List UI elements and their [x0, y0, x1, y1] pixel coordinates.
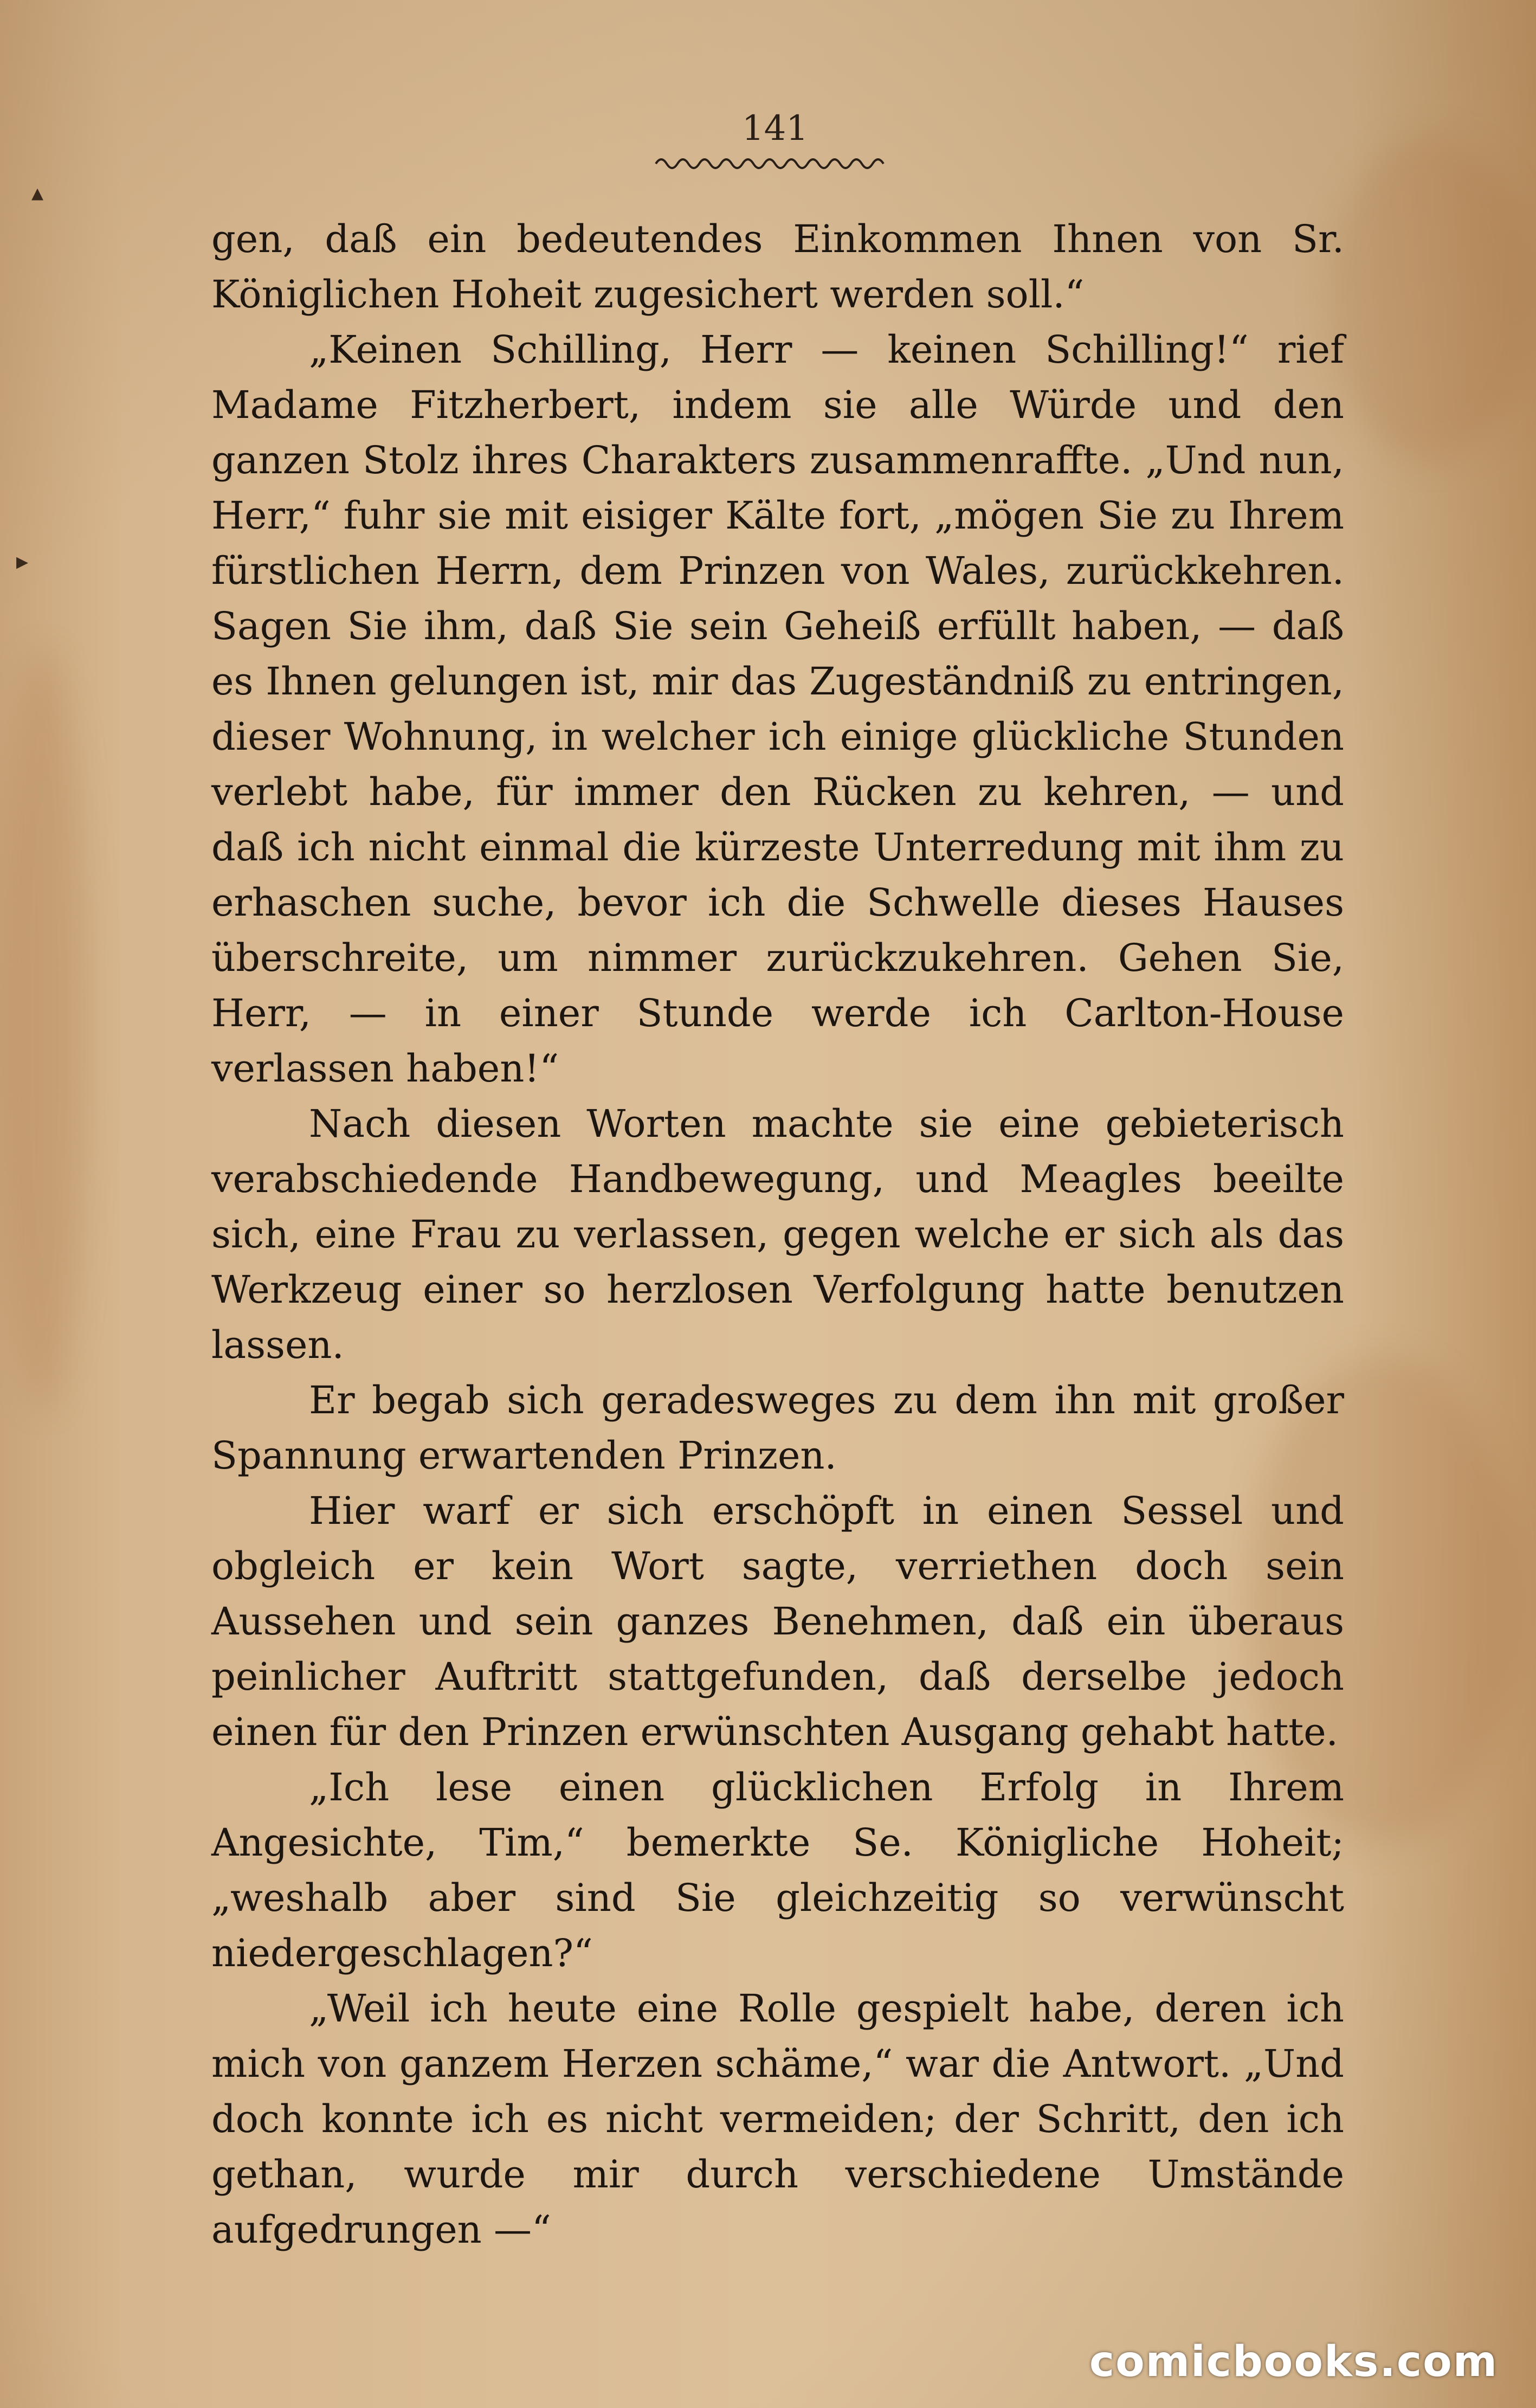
- watermark: comicbooks.com: [1089, 2338, 1498, 2386]
- paragraph: Nach diesen Worten machte sie eine gebieterisch verabschiedende Handbewegung, und Meagles beeilte sich, eine Frau zu verlassen, gegen welche er sich als das Werkzeug einer so herzlosen Verfolgung hatte benutzen lassen.: [211, 1102, 1344, 1367]
- paragraph: „Weil ich heute eine Rolle gespielt habe, deren ich mich von ganzem Herzen schäme,“ war die Antwort. „Und doch konnte ich es nicht vermeiden; der Schritt, den ich gethan, wurde mir durch verschiedene Umstände aufgedrungen —“: [211, 1986, 1344, 2252]
- paragraph: „Keinen Schilling, Herr — keinen Schilling!“ rief Madame Fitzherbert, indem sie alle Würde und den ganzen Stolz ihres Charakters zusammenraffte. „Und nun, Herr,“ fuhr sie mit eisiger Kälte fort, „mögen Sie zu Ihrem fürstlichen Herrn, dem Prinzen von Wales, zurückkehren. Sagen Sie ihm, daß Sie sein Geheiß erfüllt haben, — daß es Ihnen gelungen ist, mir das Zugeständniß zu entringen, dieser Wohnung, in welcher ich einige glückliche Stunden verlebt habe, für immer den Rücken zu kehren, — und daß ich nicht einmal die kürzeste Unterredung mit ihm zu erhaschen suche, bevor ich die Schwelle dieses Hauses überschreite, um nimmer zurückzukehren. Gehen Sie, Herr, — in einer Stunde werde ich Carlton-House verlassen haben!“: [211, 327, 1344, 1091]
- paragraph: Er begab sich geradesweges zu dem ihn mit großer Spannung erwartenden Prinzen.: [211, 1378, 1344, 1478]
- header-ornament: [650, 152, 889, 173]
- paragraph: gen, daß ein bedeutendes Einkommen Ihnen von Sr. Königlichen Hoheit zugesichert werden soll.“: [211, 217, 1344, 317]
- paper-stain: [0, 651, 87, 1409]
- margin-mark: ▴: [31, 179, 44, 207]
- paragraph: „Ich lese einen glücklichen Erfolg in Ihrem Angesichte, Tim,“ bemerkte Se. Königliche Hoheit; „weshalb aber sind Sie gleichzeitig so verwünscht niedergeschlagen?“: [211, 1765, 1344, 1975]
- paper-stain: [1328, 136, 1534, 461]
- page-number: 141: [741, 108, 809, 149]
- paragraph: Hier warf er sich erschöpft in einen Sessel und obgleich er kein Wort sagte, verriethen doch sein Aussehen und sein ganzes Benehmen, daß ein überaus peinlicher Auftritt stattgefunden, daß derselbe jedoch einen für den Prinzen erwünschten Ausgang gehabt hatte.: [211, 1489, 1344, 1754]
- margin-mark: ▸: [16, 548, 29, 575]
- page-text: [211, 211, 1344, 2257]
